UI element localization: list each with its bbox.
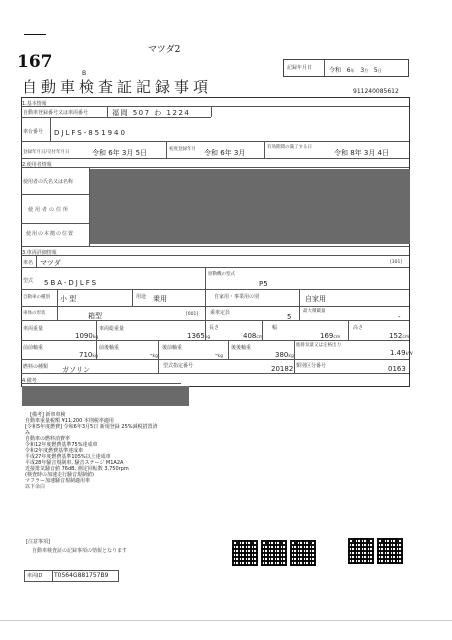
base-location-label: 使用の本拠の位置 [26,231,75,237]
cert-label: 型式指定番号 [163,363,194,369]
notes-heading: [注意事項] [26,539,50,545]
remark-line: 以下余白 [25,484,46,490]
first-reg-value: 令和 6年 3月 5日 [92,149,148,157]
front-rear-axle-label: 前後軸重 [99,345,120,351]
reg-number-value: 福岡 507 わ 1224 [112,109,191,117]
chassis-label: 車台番号 [23,129,44,135]
section1-heading: 1.基本情報 [22,101,47,107]
notes-text: 自動車検査証の記録事項の情報となります [32,548,128,554]
first-year-value: 令和 6年 3月 [204,149,246,157]
gross-value: 1365kg [187,332,211,340]
max-load-label: 最大積載量 [303,309,326,314]
user-info-redaction [90,169,410,244]
front-front-axle-value: 710kg [79,351,98,359]
qr-code [348,538,374,564]
section2-heading: 2.使用者情報 [22,162,52,168]
displacement-value: 1.49kW [390,349,413,357]
use-label: 用途 [136,294,147,300]
rear-front-axle-label: 後前軸重 [162,345,183,351]
user-name-label: 使用者の氏名又は名称 [23,179,74,185]
model-value: 5BA-DJLFS [44,279,99,287]
expiry-label: 有効期間の満了する日 [267,145,312,150]
height-value: 152cm [389,332,410,340]
width-label: 幅 [272,325,278,331]
remark-line: み [25,430,31,436]
section3-heading: 3.車両詳細情報 [22,250,57,256]
remark-line: [備考] 新車車検 [30,412,66,418]
kind-label: 自動車の種別 [23,295,50,300]
remark-line: マフラー加速騒音規制適用車 [25,478,91,484]
use-value: 乗用 [153,295,167,303]
make-value: マツダ [40,259,61,267]
length-value: 408cm [243,332,264,340]
remark-line: 令和12年度燃費基準75%達成車 [25,442,98,448]
length-label: 長さ [209,325,220,331]
capacity-label: 乗車定員 [210,310,231,316]
capacity-value: 5 [287,313,292,321]
max-load-value: - [398,313,401,321]
weight-label: 車両重量 [23,326,44,332]
qr-code [261,540,287,566]
remark-line: 自動車の燃料消費率 [25,436,71,442]
record-date: 令和 6年 3月 5日 [329,67,382,74]
car-id-label: 車両ID [27,573,43,579]
biz-value: 自家用 [305,295,326,303]
front-rear-axle-value: -kg [150,351,158,359]
document-number: 911240085612 [353,88,399,95]
category-label: 類別区分番号 [296,363,327,369]
qr-code [290,540,316,566]
model-label: 型式 [23,278,34,284]
remark-line: [令和5年度燃費] 令和6年3月5日 新規登録 25%減税措置済 [25,424,158,430]
remark-line: 平成27年度燃費基準105%以上達成車 [25,454,111,460]
page-title: 自動車検査証記録事項 [22,78,213,96]
cert-value: 20182 [271,365,294,373]
kind-value: 小 型 [60,295,77,303]
car-id-value: T0564G881757B9 [54,572,109,579]
engine-value: P5 [259,280,268,288]
form-letter: B [82,70,87,77]
rear-front-axle-value: -kg [215,351,223,359]
category-value: 0163 [388,365,406,373]
record-date-label: 記録年月日 [287,65,313,71]
front-front-axle-label: 前前軸重 [23,345,44,351]
remark-line: (検査時の加速走行騒音規制値) [25,472,94,478]
remark-line: 自動車重量税額 ¥11,200 本則税率適用 [25,418,114,424]
shape-value: 箱型 [88,312,102,320]
fuel-value: ガソリン [62,366,90,374]
remark-line: 令和2年度燃費基準達成車 [25,448,84,454]
remark-line: 近接排気騒音値 76dB, 測定回転数 3,750rpm [25,466,129,472]
expiry-value: 令和 8年 3月 4日 [334,149,390,157]
top-dash [24,34,46,35]
reg-number-label: 自動車登録番号又は車両番号 [23,110,89,116]
engine-label: 原動機の型式 [208,272,235,277]
make-code: [301] [390,260,403,265]
handwritten-maker-note: マツダ2 [148,45,181,55]
gross-label: 車両総重量 [99,326,125,332]
section4-heading: 4.備考 [22,378,37,384]
handwritten-number: 167 [17,52,53,72]
qr-code [232,540,258,566]
first-year-label: 初度登録年月 [169,147,196,152]
remarks-redaction [22,386,189,406]
weight-value: 1090kg [75,332,99,340]
remark-line: 平成28年騒音規制車, 騒音ステージ M1A2A [25,460,124,466]
width-value: 169cm [320,332,341,340]
rear-rear-axle-label: 後後軸重 [231,345,252,351]
make-label: 車名 [23,260,34,266]
user-address-label: 使用者の住所 [28,207,71,213]
first-reg-label: 登録年月日/交付年月日 [23,150,70,155]
qr-code [377,538,403,564]
page-edge [0,620,452,621]
biz-label: 自家用・事業用の別 [214,294,260,300]
rear-rear-axle-value: 380kg [275,351,294,359]
height-label: 高さ [353,325,364,331]
displacement-label: 総排気量又は定格出力 [296,343,341,348]
fuel-label: 燃料の種類 [23,364,49,370]
chassis-value: DJLFS-851940 [54,129,127,137]
shape-label: 車体の形状 [23,311,46,316]
shape-code: [001] [186,312,199,317]
